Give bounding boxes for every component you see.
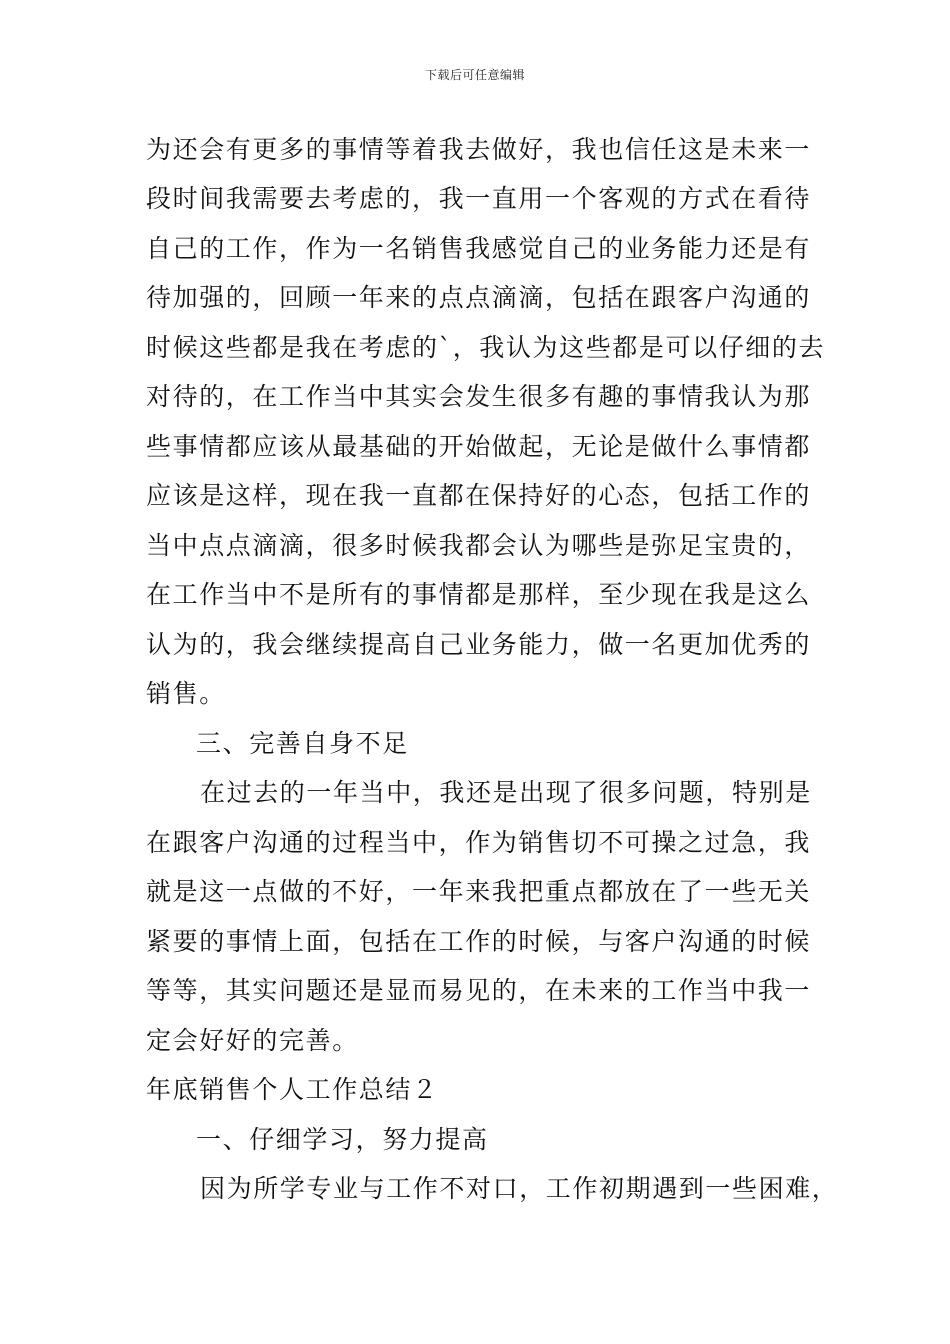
paragraph-line: 段时间我需要去考虑的，我一直用一个客观的方式在看待: [146, 184, 812, 213]
section-heading: 三、完善自身不足: [196, 729, 409, 758]
paragraph-line: 认为的，我会继续提高自己业务能力，做一名更加优秀的: [146, 630, 812, 659]
paragraph-line: 在工作当中不是所有的事情都是那样，至少现在我是这么: [146, 580, 812, 609]
paragraph-line: 等等，其实问题还是显而易见的，在未来的工作当中我一: [146, 976, 812, 1005]
paragraph-line: 定会好好的完善。: [146, 1026, 359, 1055]
paragraph-line: 应该是这样，现在我一直都在保持好的心态，包括工作的: [146, 481, 812, 510]
paragraph-line: 自己的工作，作为一名销售我感觉自己的业务能力还是有: [146, 234, 812, 263]
section-heading: 一、仔细学习，努力提高: [196, 1125, 489, 1154]
paragraph-line: 为还会有更多的事情等着我去做好，我也信任这是未来一: [146, 135, 812, 164]
paragraph-line: 在过去的一年当中，我还是出现了很多问题，特别是: [200, 778, 812, 807]
paragraph-line: 当中点点滴滴，很多时候我都会认为哪些是弥足宝贵的，: [146, 531, 812, 560]
paragraph-line: 待加强的，回顾一年来的点点滴滴，包括在跟客户沟通的: [146, 283, 812, 312]
paragraph-line: 些事情都应该从最基础的开始做起，无论是做什么事情都: [146, 432, 812, 461]
paragraph-line: 销售。: [146, 679, 226, 708]
paragraph-line: 对待的，在工作当中其实会发生很多有趣的事情我认为那: [146, 382, 812, 411]
paragraph-line: 时候这些都是我在考虑的`，我认为这些都是可以仔细的去: [146, 333, 826, 362]
paragraph-line: 因为所学专业与工作不对口，工作初期遇到一些困难，: [200, 1174, 839, 1203]
paragraph-line: 在跟客户沟通的过程当中，作为销售切不可操之过急，我: [146, 828, 812, 857]
paragraph-line: 紧要的事情上面，包括在工作的时候，与客户沟通的时候: [146, 927, 812, 956]
paragraph-line: 就是这一点做的不好，一年来我把重点都放在了一些无关: [146, 877, 812, 906]
page-header: 下载后可任意编辑: [424, 68, 525, 82]
document-title: 年底销售个人工作总结２: [146, 1075, 439, 1104]
